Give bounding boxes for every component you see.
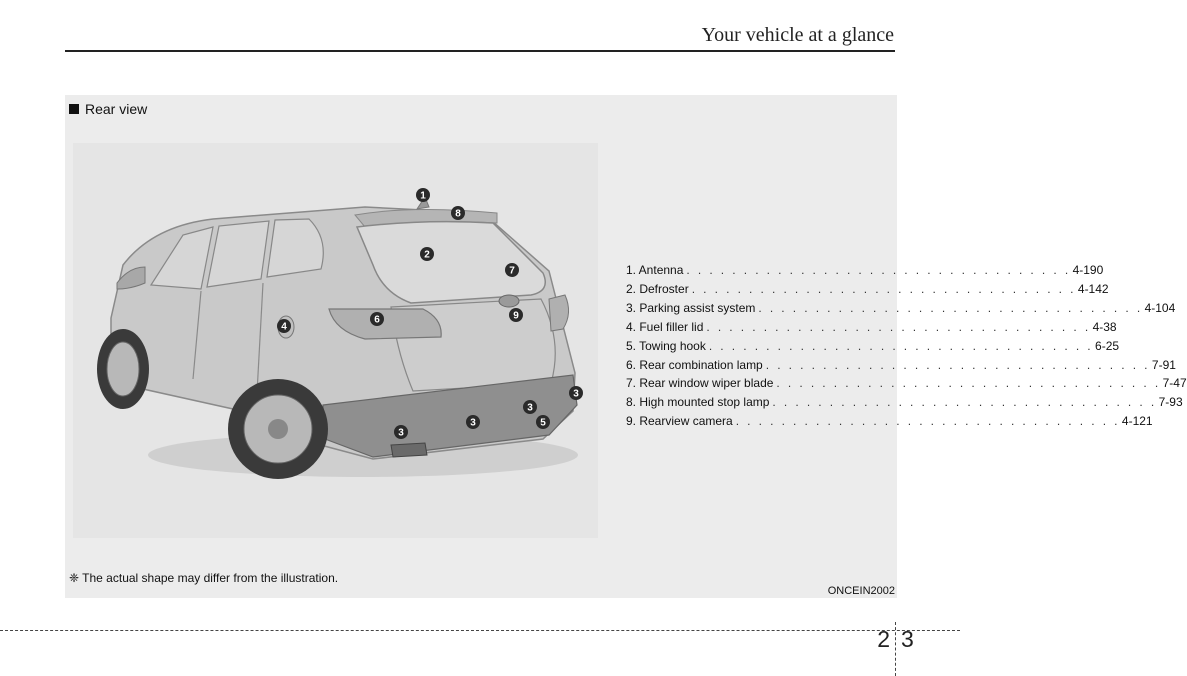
section-heading — [69, 101, 147, 117]
footnote: ❈ The actual shape may differ from the illustration. — [69, 571, 339, 585]
callout-6 — [370, 312, 384, 326]
callout-8 — [451, 206, 465, 220]
svg-text:6: 6 — [374, 314, 380, 326]
callout-9 — [509, 308, 523, 322]
footer-divider — [895, 622, 896, 676]
svg-text:2: 2 — [424, 249, 430, 261]
legend-item: 1. Antenna . . . . . . . . . . . . . . . . . . . . . . . . . . . . . . . . . . 4-190 — [626, 263, 1104, 277]
page-number: 3 — [901, 626, 914, 652]
svg-text:4: 4 — [281, 321, 287, 333]
callout-4 — [277, 319, 291, 333]
callout-5 — [536, 415, 550, 429]
callout-2 — [420, 247, 434, 261]
svg-text:9: 9 — [513, 310, 519, 322]
svg-text:3: 3 — [527, 402, 533, 414]
callout-3 — [523, 400, 537, 414]
black-square-icon — [69, 104, 79, 114]
svg-text:1: 1 — [420, 190, 426, 202]
legend-item: 7. Rear window wiper blade . . . . . . . . . . . . . . . . . . . . . . . . . . . . . . . . . . 7-47 — [626, 376, 1187, 391]
legend-item: 3. Parking assist system . . . . . . . . . . . . . . . . . . . . . . . . . . . . . . . . . . 4-104 — [626, 300, 1176, 315]
callout-7 — [505, 263, 519, 277]
svg-text:5: 5 — [540, 417, 546, 429]
svg-text:7: 7 — [509, 265, 515, 277]
vehicle-drawing — [73, 143, 598, 538]
vehicle-rear-illustration — [73, 143, 598, 538]
rear-view-panel — [65, 95, 1187, 598]
callout-3 — [394, 425, 408, 439]
image-code: ONCEIN2002 — [827, 585, 895, 597]
legend-item: 6. Rear combination lamp . . . . . . . . . . . . . . . . . . . . . . . . . . . . . . . . . . 7-91 — [626, 357, 1176, 372]
svg-text:3: 3 — [398, 427, 404, 439]
callout-3 — [569, 386, 583, 400]
parts-legend — [626, 261, 1187, 431]
svg-text:3: 3 — [470, 417, 476, 429]
legend-item: 2. Defroster . . . . . . . . . . . . . . . . . . . . . . . . . . . . . . . . . . 4-142 — [626, 281, 1109, 296]
legend-item: 8. High mounted stop lamp . . . . . . . . . . . . . . . . . . . . . . . . . . . . . . . . . . 7-93 — [626, 395, 1183, 410]
legend-item: 4. Fuel filler lid . . . . . . . . . . . . . . . . . . . . . . . . . . . . . . . . . . 4-38 — [626, 319, 1117, 334]
callout-3 — [466, 415, 480, 429]
footer-rule — [0, 630, 960, 631]
svg-text:3: 3 — [573, 388, 579, 400]
page-header-title: Your vehicle at a glance — [701, 24, 894, 46]
chapter-number: 2 — [877, 626, 890, 652]
svg-text:8: 8 — [455, 208, 461, 220]
header-rule — [65, 50, 895, 52]
legend-item: 9. Rearview camera . . . . . . . . . . . . . . . . . . . . . . . . . . . . . . . . . . 4-121 — [626, 414, 1153, 429]
section-heading-text: Rear view — [85, 101, 148, 117]
callout-1 — [416, 188, 430, 202]
legend-item: 5. Towing hook . . . . . . . . . . . . . . . . . . . . . . . . . . . . . . . . . . 6-25 — [626, 338, 1120, 353]
